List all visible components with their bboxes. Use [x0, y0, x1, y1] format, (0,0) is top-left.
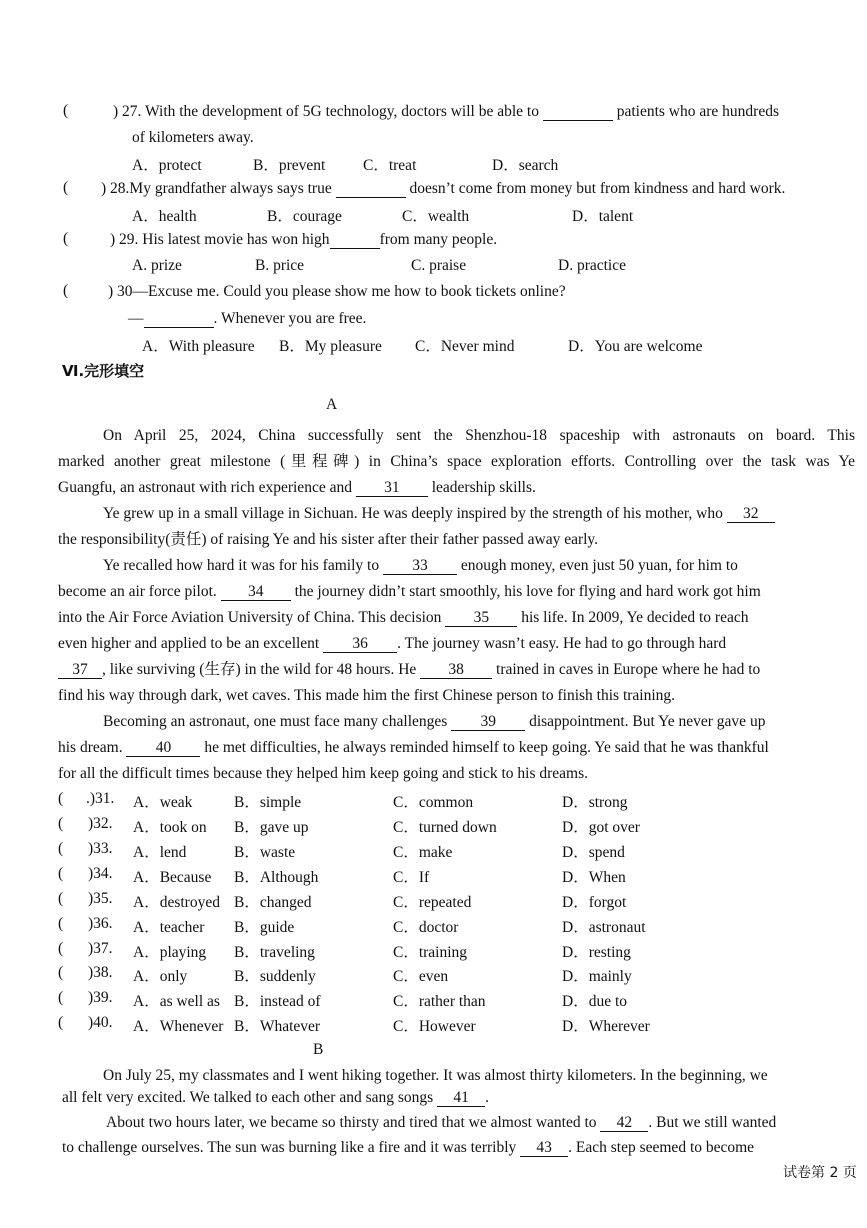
blank-32: 32 [727, 506, 775, 523]
text-segment: About two hours later, we became so thirsty and tired that we almost wanted to [106, 1114, 597, 1131]
blank-40: 40 [126, 740, 200, 757]
passage-a-line-9 [58, 634, 726, 654]
answer-paren: ( [58, 865, 64, 882]
option-27-b: B．prevent [253, 157, 326, 174]
blank-34: 34 [221, 584, 291, 601]
blank-30 [144, 311, 214, 328]
cloze-option-b: B．Whatever [234, 1018, 321, 1035]
blank-28 [336, 181, 406, 198]
cloze-option-a: A．Whenever [133, 1018, 224, 1035]
cloze-option-b: B．gave up [234, 819, 309, 836]
cloze-number: )37. [88, 940, 113, 957]
cloze-number: )33. [88, 840, 113, 857]
answer-paren: ( [58, 790, 64, 807]
answer-paren: ( [58, 915, 64, 932]
blank-41: 41 [437, 1090, 485, 1107]
cloze-option-a: A．playing [133, 944, 207, 961]
question-27-text: ) 27. With the development of 5G technology, doctors will be able to [113, 103, 539, 120]
passage-a-line-1: On April 25, 2024, China successfully sent the Shenzhou-18 spaceship with astronauts on board. This [103, 427, 855, 444]
text-segment: leadership skills. [431, 479, 536, 496]
question-27-after: patients who are hundreds [616, 103, 779, 120]
passage-b-line-2 [62, 1088, 489, 1108]
option-27-d: D．search [492, 157, 559, 174]
answer-paren-28: ( [63, 179, 69, 196]
option-29-c: C. praise [411, 257, 467, 274]
option-27-a: A．protect [132, 157, 202, 174]
answer-paren-29: ( [63, 230, 69, 247]
passage-a-line-3 [58, 478, 536, 498]
text-segment: . Each step seemed to become [568, 1139, 755, 1156]
option-30-c: C．Never mind [415, 338, 515, 355]
cloze-number: )34. [88, 865, 113, 882]
text-segment: into the Air Force Aviation University of China. This decision [58, 609, 442, 626]
blank-29 [330, 232, 380, 249]
text-segment: , like surviving (生存) in the wild for 48 hours. He [102, 661, 417, 678]
passage-a-label: A [326, 396, 338, 413]
cloze-option-d: D．Wherever [562, 1018, 650, 1035]
cloze-number: )40. [88, 1014, 113, 1031]
blank-38: 38 [420, 662, 492, 679]
cloze-option-b: B．traveling [234, 944, 315, 961]
cloze-option-a: A．lend [133, 844, 187, 861]
blank-43: 43 [520, 1140, 568, 1157]
cloze-option-c: C．rather than [393, 993, 486, 1010]
text-segment: Ye grew up in a small village in Sichuan. He was deeply inspired by the strength of his mother, who [103, 505, 723, 522]
cloze-option-a: A．destroyed [133, 894, 220, 911]
passage-a-line-11: find his way through dark, wet caves. This made him the first Chinese person to finish this training. [58, 687, 676, 704]
text-segment: disappointment. But Ye never gave up [529, 713, 766, 730]
passage-a-line-14: for all the difficult times because they helped him keep going and stick to his dreams. [58, 765, 589, 782]
cloze-option-c: C．make [393, 844, 453, 861]
cloze-option-c: C．common [393, 794, 474, 811]
cloze-number: )32. [88, 815, 113, 832]
blank-33: 33 [383, 558, 457, 575]
option-28-d: D．talent [572, 208, 634, 225]
option-30-a: A．With pleasure [142, 338, 255, 355]
passage-b-line-1: On July 25, my classmates and I went hiking together. It was almost thirty kilometers. In the beginning, we [103, 1067, 768, 1084]
passage-a-line-2: marked another great milestone (里程碑) in China’s space exploration efforts. Controlling over the task was Ye [58, 453, 855, 470]
text-segment: the journey didn’t start smoothly, his love for flying and hard work got him [294, 583, 761, 600]
text-segment: . [485, 1089, 489, 1106]
cloze-option-c: C．training [393, 944, 468, 961]
passage-a-line-13 [58, 738, 769, 758]
cloze-option-a: A．took on [133, 819, 207, 836]
answer-paren: ( [58, 1014, 64, 1031]
cloze-option-c: C．turned down [393, 819, 497, 836]
answer-paren: ( [58, 940, 64, 957]
reply-dash: — [128, 310, 144, 327]
cloze-option-d: D．astronaut [562, 919, 646, 936]
option-28-c: C．wealth [402, 208, 470, 225]
passage-a-line-5: the responsibility(责任) of raising Ye and his sister after their father passed away early. [58, 531, 599, 548]
text-segment: to challenge ourselves. The sun was burning like a fire and it was terribly [62, 1139, 517, 1156]
cloze-option-c: C．If [393, 869, 430, 886]
option-29-b: B. price [255, 257, 305, 274]
question-30-text: ) 30—Excuse me. Could you please show me how to book tickets online? [108, 283, 566, 300]
cloze-option-d: D．spend [562, 844, 625, 861]
cloze-option-c: C．doctor [393, 919, 459, 936]
answer-paren: ( [58, 815, 64, 832]
passage-b-line-4 [62, 1138, 754, 1158]
blank-37: 37 [58, 662, 102, 679]
cloze-option-b: B．simple [234, 794, 302, 811]
answer-paren-27: ( [63, 102, 69, 119]
question-30-reply [128, 309, 366, 329]
blank-39: 39 [451, 714, 525, 731]
cloze-number: )36. [88, 915, 113, 932]
cloze-option-d: D．got over [562, 819, 640, 836]
passage-a-line-8 [58, 608, 748, 628]
passage-a-line-12 [103, 712, 765, 732]
text-segment: . But we still wanted [648, 1114, 777, 1131]
cloze-option-c: C．repeated [393, 894, 472, 911]
reply-after: . Whenever you are free. [213, 310, 367, 327]
passage-b-label: B [313, 1041, 324, 1058]
cloze-number: )35. [88, 890, 113, 907]
passage-a-line-6 [103, 556, 738, 576]
cloze-option-d: D．strong [562, 794, 628, 811]
option-29-a: A. prize [132, 257, 182, 274]
option-30-d: D．You are welcome [568, 338, 703, 355]
question-29 [110, 230, 497, 250]
passage-b-line-3 [106, 1113, 776, 1133]
cloze-option-a: A．as well as [133, 993, 220, 1010]
cloze-option-d: D．mainly [562, 968, 632, 985]
blank-35: 35 [445, 610, 517, 627]
option-28-a: A．health [132, 208, 197, 225]
blank-31: 31 [356, 480, 428, 497]
question-29-after: from many people. [379, 231, 498, 248]
text-segment: Guangfu, an astronaut with rich experience and [58, 479, 352, 496]
cloze-option-b: B．suddenly [234, 968, 316, 985]
cloze-option-a: A．Because [133, 869, 212, 886]
question-28-after: doesn’t come from money but from kindness and hard work. [409, 180, 786, 197]
passage-a-line-10 [58, 660, 760, 680]
cloze-option-a: A．weak [133, 794, 193, 811]
cloze-option-a: A．teacher [133, 919, 205, 936]
cloze-option-d: D．When [562, 869, 626, 886]
option-27-c: C．treat [363, 157, 417, 174]
text-segment: Ye recalled how hard it was for his family to [103, 557, 380, 574]
cloze-option-d: D．forgot [562, 894, 627, 911]
question-28-text: ) 28.My grandfather always says true [101, 180, 332, 197]
cloze-option-b: B．waste [234, 844, 296, 861]
option-30-b: B．My pleasure [279, 338, 382, 355]
cloze-option-b: B．Although [234, 869, 319, 886]
page-footer: 试卷第 2 页 [783, 1165, 857, 1181]
passage-a-line-7 [58, 582, 761, 602]
blank-27 [543, 104, 613, 121]
question-28 [101, 179, 785, 199]
text-segment: he met difficulties, he always reminded himself to keep going. Ye said that he was thankful [204, 739, 769, 756]
blank-36: 36 [323, 636, 397, 653]
cloze-option-a: A．only [133, 968, 188, 985]
option-29-d: D. practice [558, 257, 626, 274]
text-segment: become an air force pilot. [58, 583, 217, 600]
passage-a-line-4 [103, 504, 775, 524]
option-28-b: B．courage [267, 208, 342, 225]
text-segment: trained in caves in Europe where he had to [496, 661, 761, 678]
cloze-option-c: C．even [393, 968, 449, 985]
text-segment: enough money, even just 50 yuan, for him to [460, 557, 738, 574]
text-segment: his life. In 2009, Ye decided to reach [521, 609, 749, 626]
section-title: Ⅵ.完形填空 [62, 362, 145, 380]
blank-42: 42 [600, 1115, 648, 1132]
cloze-option-b: B．instead of [234, 993, 321, 1010]
answer-paren: ( [58, 890, 64, 907]
cloze-option-b: B．guide [234, 919, 295, 936]
cloze-option-b: B．changed [234, 894, 312, 911]
cloze-number: )38. [88, 964, 113, 981]
cloze-number: .)31. [86, 790, 115, 807]
text-segment: his dream. [58, 739, 123, 756]
cloze-option-d: D．resting [562, 944, 631, 961]
question-29-text: ) 29. His latest movie has won high [110, 231, 330, 248]
text-segment: Becoming an astronaut, one must face many challenges [103, 713, 448, 730]
answer-paren: ( [58, 964, 64, 981]
question-27 [113, 102, 779, 122]
question-27-cont: of kilometers away. [132, 129, 254, 146]
cloze-option-c: C．However [393, 1018, 476, 1035]
cloze-number: )39. [88, 989, 113, 1006]
answer-paren: ( [58, 989, 64, 1006]
answer-paren: ( [58, 840, 64, 857]
cloze-option-d: D．due to [562, 993, 628, 1010]
text-segment: . The journey wasn’t easy. He had to go through hard [397, 635, 727, 652]
text-segment: all felt very excited. We talked to each other and sang songs [62, 1089, 434, 1106]
answer-paren-30: ( [63, 282, 69, 299]
text-segment: even higher and applied to be an excellent [58, 635, 320, 652]
